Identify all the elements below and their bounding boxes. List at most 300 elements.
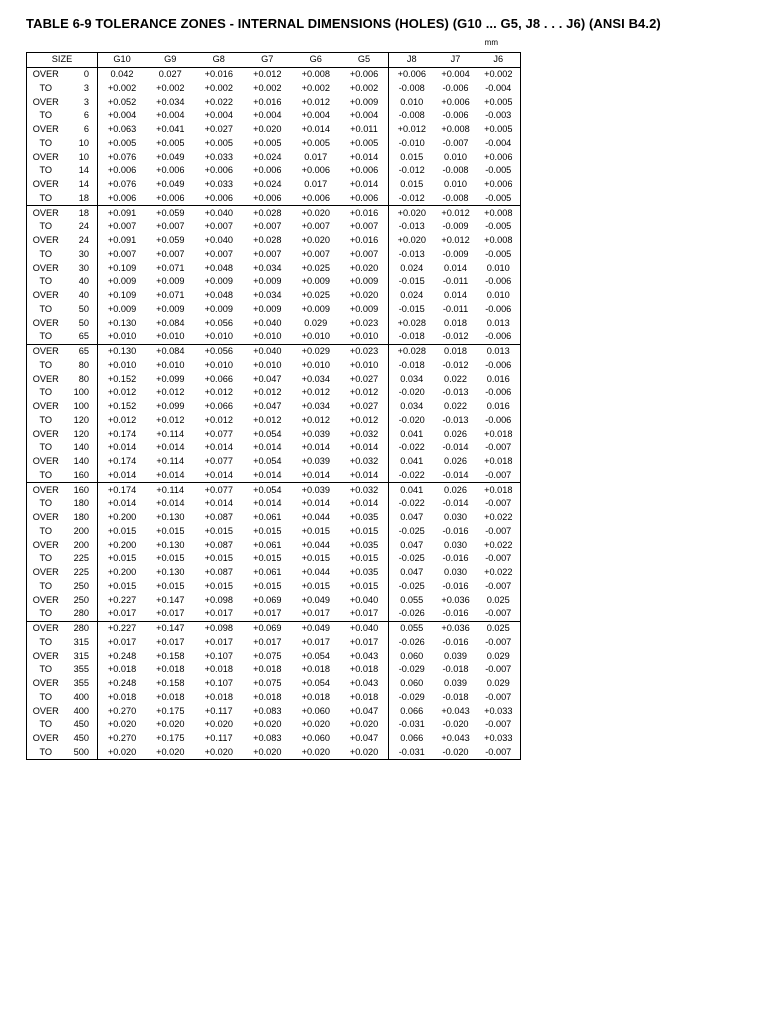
j6-value: -0.007: [485, 553, 512, 564]
j7-value: -0.014: [442, 469, 469, 480]
g5-value: +0.009: [340, 303, 389, 317]
size-label: TO: [39, 553, 53, 564]
g7-value: +0.015: [253, 525, 282, 536]
size-value: 50: [65, 303, 98, 317]
g6-value: +0.017: [301, 608, 330, 619]
size-label: TO: [39, 664, 53, 675]
g5-value: +0.009: [340, 275, 389, 289]
size-value: 450: [65, 718, 98, 732]
size-label: OVER: [32, 235, 59, 246]
j8-value: 0.055: [389, 621, 435, 635]
size-value: 315: [65, 636, 98, 650]
g10-value: +0.248: [107, 678, 137, 689]
j6-value: -0.007: [485, 719, 512, 730]
table-row: [27, 455, 521, 469]
j6-value: -0.007: [485, 580, 512, 591]
j6-value: -0.007: [485, 469, 512, 480]
j8-value: 0.015: [400, 151, 424, 162]
size-value: 280: [65, 621, 98, 635]
j7-value: -0.006: [442, 82, 469, 93]
g6-value: +0.009: [301, 303, 330, 314]
j8-value: +0.028: [389, 344, 435, 358]
j6-value: +0.005: [484, 96, 513, 107]
size-label: OVER: [32, 124, 59, 135]
g8-value: +0.027: [204, 124, 233, 135]
j7-value: -0.012: [442, 331, 469, 342]
g10-value: +0.076: [107, 179, 137, 190]
g10-value: +0.063: [107, 124, 137, 135]
g9-value: +0.158: [156, 678, 185, 689]
g8-value: +0.098: [204, 594, 233, 605]
g9-value: +0.005: [156, 137, 185, 148]
g5-value: +0.007: [340, 220, 389, 234]
g10-value: +0.200: [107, 567, 137, 578]
g7-value: +0.054: [253, 456, 282, 467]
size-label: TO: [39, 276, 53, 287]
g7-value: +0.007: [253, 248, 282, 259]
g7-value: +0.017: [253, 608, 282, 619]
g9-value: +0.012: [156, 414, 185, 425]
j7-value: -0.020: [442, 746, 469, 757]
g8-value: +0.009: [204, 276, 233, 287]
size-value: 250: [65, 580, 98, 594]
g9-value: +0.012: [156, 387, 185, 398]
j6-value: -0.005: [485, 248, 512, 259]
g10-value: +0.006: [107, 165, 137, 176]
g9-value: +0.018: [156, 691, 185, 702]
g8-value: +0.015: [204, 580, 233, 591]
g7-value: +0.028: [243, 206, 292, 220]
g6-value: +0.060: [301, 733, 330, 744]
g6-value: +0.010: [301, 359, 330, 370]
g9-value: +0.010: [156, 331, 185, 342]
g6-value: +0.020: [292, 206, 341, 220]
j6-value: +0.006: [484, 151, 513, 162]
table-row: [27, 206, 521, 220]
g7-value: +0.047: [253, 401, 282, 412]
g9-value: +0.049: [156, 151, 185, 162]
table-row: [27, 566, 521, 580]
g9-value: +0.114: [156, 456, 185, 467]
j8-value: -0.026: [398, 608, 425, 619]
g10-value: 0.042: [110, 69, 134, 80]
g5-value: +0.014: [340, 497, 389, 511]
j6-value: +0.022: [484, 539, 513, 550]
g7-value: +0.075: [253, 678, 282, 689]
g8-value: +0.040: [204, 235, 233, 246]
g6-value: +0.014: [301, 124, 330, 135]
j7-value: -0.012: [442, 359, 469, 370]
j6-value: +0.033: [484, 705, 513, 716]
g6-value: +0.004: [301, 110, 330, 121]
g7-value: +0.012: [253, 69, 282, 80]
column-header-g8: G8: [195, 53, 244, 68]
size-value: 500: [65, 746, 98, 760]
g10-value: +0.020: [107, 746, 137, 757]
g10-value: +0.227: [98, 621, 147, 635]
j6-value: -0.006: [485, 414, 512, 425]
g10-value: +0.014: [107, 498, 137, 509]
size-value: 100: [65, 386, 98, 400]
j6-value: 0.016: [486, 401, 510, 412]
size-label: OVER: [32, 151, 59, 162]
g10-value: +0.091: [98, 206, 147, 220]
g10-value: +0.006: [107, 192, 137, 203]
size-label: TO: [39, 387, 53, 398]
j8-value: 0.041: [389, 483, 435, 497]
j8-value: 0.060: [400, 650, 424, 661]
j8-value: -0.010: [398, 137, 425, 148]
j8-value: 0.066: [400, 733, 424, 744]
j6-value: 0.029: [486, 678, 510, 689]
j8-value: -0.025: [398, 553, 425, 564]
j7-value: -0.014: [442, 442, 469, 453]
j8-value: 0.010: [400, 96, 424, 107]
j8-value: +0.020: [389, 206, 435, 220]
g9-value: +0.071: [156, 290, 185, 301]
size-label: TO: [39, 746, 53, 757]
g5-value: +0.040: [340, 621, 389, 635]
j8-value: -0.012: [398, 165, 425, 176]
g7-value: +0.018: [253, 664, 282, 675]
j6-value: -0.006: [485, 276, 512, 287]
column-header-g10: G10: [98, 53, 147, 68]
j7-value: 0.010: [444, 179, 468, 190]
g9-value: +0.175: [156, 705, 185, 716]
g9-value: +0.009: [156, 303, 185, 314]
g9-value: +0.014: [156, 442, 185, 453]
g9-value: +0.017: [156, 636, 185, 647]
j8-value: -0.008: [398, 110, 425, 121]
g7-value: +0.014: [253, 469, 282, 480]
g8-value: +0.015: [204, 553, 233, 564]
j6-value: +0.006: [484, 179, 513, 190]
size-value: 50: [65, 316, 98, 330]
table-row: [27, 123, 521, 137]
g5-value: +0.006: [340, 192, 389, 206]
j8-value: 0.024: [400, 290, 424, 301]
g8-value: +0.006: [204, 192, 233, 203]
j6-value: +0.018: [484, 456, 513, 467]
j6-value: +0.022: [484, 567, 513, 578]
g7-value: +0.005: [253, 137, 282, 148]
g7-value: +0.028: [253, 235, 282, 246]
table-row: [27, 607, 521, 621]
g10-value: +0.130: [107, 317, 137, 328]
g9-value: +0.114: [146, 483, 195, 497]
size-value: 400: [65, 704, 98, 718]
g5-value: +0.002: [340, 82, 389, 96]
g6-value: +0.025: [301, 290, 330, 301]
j6-value: -0.006: [485, 331, 512, 342]
j6-value: +0.008: [484, 235, 513, 246]
size-value: 3: [65, 95, 98, 109]
g7-value: +0.083: [253, 733, 282, 744]
g10-value: +0.248: [107, 650, 137, 661]
size-label: OVER: [32, 96, 59, 107]
g9-value: +0.099: [156, 401, 185, 412]
size-label: TO: [39, 303, 53, 314]
g9-value: +0.130: [156, 512, 185, 523]
j6-value: 0.025: [486, 594, 510, 605]
g5-value: +0.035: [340, 538, 389, 552]
j7-value: -0.008: [442, 192, 469, 203]
j7-value: 0.014: [444, 290, 468, 301]
g7-value: +0.040: [243, 344, 292, 358]
j7-value: 0.030: [444, 512, 468, 523]
j7-value: -0.016: [442, 553, 469, 564]
j8-value: -0.022: [398, 469, 425, 480]
j6-value: +0.002: [484, 69, 513, 80]
g5-value: +0.020: [340, 746, 389, 760]
j6-value: -0.007: [485, 664, 512, 675]
size-label: OVER: [32, 262, 59, 273]
g10-value: +0.010: [107, 359, 137, 370]
j8-value: 0.034: [400, 373, 424, 384]
g7-value: +0.020: [253, 719, 282, 730]
size-label: TO: [39, 498, 53, 509]
j7-value: 0.022: [444, 373, 468, 384]
g6-value: +0.002: [301, 82, 330, 93]
g7-value: +0.010: [253, 331, 282, 342]
g8-value: +0.107: [204, 650, 233, 661]
g9-value: +0.018: [156, 664, 185, 675]
g8-value: +0.012: [204, 414, 233, 425]
j7-value: -0.013: [442, 414, 469, 425]
g9-value: +0.158: [156, 650, 185, 661]
g8-value: +0.006: [204, 165, 233, 176]
j7-value: 0.039: [444, 678, 468, 689]
j8-value: +0.012: [397, 124, 426, 135]
g10-value: +0.174: [107, 428, 137, 439]
j8-value: +0.028: [397, 317, 426, 328]
g9-value: +0.099: [156, 373, 185, 384]
table-row: [27, 261, 521, 275]
g5-value: +0.014: [340, 178, 389, 192]
j6-value: -0.003: [485, 110, 512, 121]
g7-value: +0.017: [253, 636, 282, 647]
g6-value: +0.017: [301, 636, 330, 647]
size-value: 200: [65, 538, 98, 552]
g10-value: +0.017: [107, 608, 137, 619]
table-row: [27, 67, 521, 81]
size-label: OVER: [32, 512, 59, 523]
j8-value: -0.022: [398, 498, 425, 509]
size-value: 65: [65, 330, 98, 344]
table-row: [27, 109, 521, 123]
j6-value: +0.018: [477, 483, 521, 497]
j6-value: -0.007: [485, 498, 512, 509]
g7-value: +0.034: [253, 290, 282, 301]
j8-value: -0.018: [398, 331, 425, 342]
j6-value: -0.005: [485, 165, 512, 176]
g10-value: +0.152: [107, 401, 137, 412]
g10-value: +0.227: [107, 594, 137, 605]
table-row: [27, 441, 521, 455]
g6-value: +0.009: [301, 276, 330, 287]
j8-value: 0.066: [400, 705, 424, 716]
g5-value: +0.035: [340, 511, 389, 525]
size-value: 225: [65, 552, 98, 566]
j8-value: 0.047: [400, 567, 424, 578]
g6-value: +0.012: [301, 96, 330, 107]
size-value: 3: [65, 82, 98, 96]
g5-value: +0.023: [340, 316, 389, 330]
g10-value: +0.270: [107, 733, 137, 744]
table-row: [27, 746, 521, 760]
g5-value: +0.018: [340, 663, 389, 677]
table-row: [27, 275, 521, 289]
g6-value: +0.012: [301, 414, 330, 425]
g8-value: +0.087: [204, 567, 233, 578]
g9-value: +0.020: [156, 746, 185, 757]
g10-value: +0.002: [107, 82, 137, 93]
g6-value: +0.015: [301, 580, 330, 591]
g9-value: +0.002: [156, 82, 185, 93]
j7-value: -0.009: [442, 248, 469, 259]
size-label: TO: [39, 82, 53, 93]
g7-value: +0.024: [253, 151, 282, 162]
g7-value: +0.016: [253, 96, 282, 107]
size-value: 355: [65, 677, 98, 691]
j6-value: +0.022: [484, 512, 513, 523]
g9-value: +0.041: [156, 124, 185, 135]
g9-value: +0.015: [156, 553, 185, 564]
g8-value: +0.033: [204, 151, 233, 162]
size-value: 40: [65, 275, 98, 289]
size-label: OVER: [32, 567, 59, 578]
j7-value: 0.018: [435, 344, 477, 358]
g9-value: +0.010: [156, 359, 185, 370]
size-value: 120: [65, 427, 98, 441]
g5-value: +0.006: [340, 67, 389, 81]
j7-value: -0.007: [442, 137, 469, 148]
g6-value: +0.018: [301, 691, 330, 702]
table-row: [27, 192, 521, 206]
j7-value: 0.039: [444, 650, 468, 661]
j6-value: -0.007: [485, 608, 512, 619]
j7-value: -0.011: [442, 276, 469, 287]
j6-value: -0.004: [485, 82, 512, 93]
size-label: TO: [39, 221, 53, 232]
units-label: mm: [484, 38, 498, 47]
j8-value: -0.020: [398, 414, 425, 425]
g10-value: +0.270: [107, 705, 137, 716]
j8-value: 0.015: [400, 179, 424, 190]
table-body: [27, 67, 521, 760]
table-row: [27, 95, 521, 109]
g9-value: +0.006: [156, 165, 185, 176]
g9-value: +0.034: [156, 96, 185, 107]
g8-value: +0.022: [204, 96, 233, 107]
g6-value: +0.049: [301, 594, 330, 605]
g5-value: +0.014: [340, 469, 389, 483]
j6-value: -0.006: [485, 359, 512, 370]
size-label: TO: [39, 636, 53, 647]
g10-value: +0.152: [107, 373, 137, 384]
g7-value: +0.034: [253, 262, 282, 273]
title-subtitle: (HOLES) (G10 ... G5, J8 . . . J6) (ANSI B4.2): [394, 16, 661, 31]
j6-value: 0.013: [486, 317, 510, 328]
g6-value: +0.054: [301, 650, 330, 661]
table-row: [27, 234, 521, 248]
size-value: 18: [65, 206, 98, 220]
g9-value: +0.084: [146, 344, 195, 358]
j8-value: -0.008: [398, 82, 425, 93]
g7-value: +0.007: [253, 221, 282, 232]
table-row: [27, 691, 521, 705]
table-row: [27, 150, 521, 164]
g8-value: +0.098: [195, 621, 244, 635]
g8-value: +0.087: [204, 512, 233, 523]
size-label: TO: [39, 137, 53, 148]
j6-value: 0.010: [486, 262, 510, 273]
size-value: 120: [65, 414, 98, 428]
j7-value: -0.008: [442, 165, 469, 176]
j7-value: -0.016: [442, 608, 469, 619]
j7-value: -0.016: [442, 525, 469, 536]
table-row: [27, 636, 521, 650]
g10-value: +0.009: [107, 276, 137, 287]
table-row: [27, 718, 521, 732]
g10-value: +0.009: [107, 303, 137, 314]
size-label: OVER: [32, 456, 59, 467]
g8-value: +0.117: [204, 705, 233, 716]
header-row: [27, 53, 521, 68]
g7-value: +0.040: [253, 317, 282, 328]
g8-value: +0.117: [204, 733, 233, 744]
g9-value: +0.015: [156, 525, 185, 536]
g9-value: +0.007: [156, 248, 185, 259]
g9-value: +0.130: [156, 567, 185, 578]
g9-value: +0.017: [156, 608, 185, 619]
size-label: OVER: [32, 678, 59, 689]
g10-value: +0.174: [98, 483, 147, 497]
size-label: OVER: [32, 650, 59, 661]
size-label: OVER: [32, 69, 59, 80]
g5-value: +0.010: [340, 330, 389, 344]
g8-value: +0.014: [204, 442, 233, 453]
g8-value: +0.016: [204, 69, 233, 80]
g8-value: +0.010: [204, 331, 233, 342]
j8-value: -0.029: [398, 691, 425, 702]
g7-value: +0.018: [253, 691, 282, 702]
size-label: OVER: [32, 373, 59, 384]
table-row: [27, 178, 521, 192]
size-label: TO: [39, 442, 53, 453]
j6-value: 0.010: [486, 290, 510, 301]
g10-value: +0.004: [107, 110, 137, 121]
table-row: [27, 677, 521, 691]
size-label: OVER: [27, 621, 65, 635]
size-label: OVER: [32, 594, 59, 605]
g7-value: +0.004: [253, 110, 282, 121]
g8-value: +0.004: [204, 110, 233, 121]
j7-value: 0.010: [444, 151, 468, 162]
g5-value: +0.005: [340, 137, 389, 151]
g7-value: +0.014: [253, 498, 282, 509]
table-header: [27, 53, 521, 68]
size-label: TO: [39, 691, 53, 702]
j7-value: 0.014: [444, 262, 468, 273]
g10-value: +0.015: [107, 525, 137, 536]
g10-value: +0.109: [107, 290, 137, 301]
g6-value: +0.014: [301, 498, 330, 509]
j7-value: -0.009: [442, 221, 469, 232]
g7-value: +0.012: [253, 414, 282, 425]
g5-value: +0.007: [340, 248, 389, 262]
g7-value: +0.009: [253, 303, 282, 314]
